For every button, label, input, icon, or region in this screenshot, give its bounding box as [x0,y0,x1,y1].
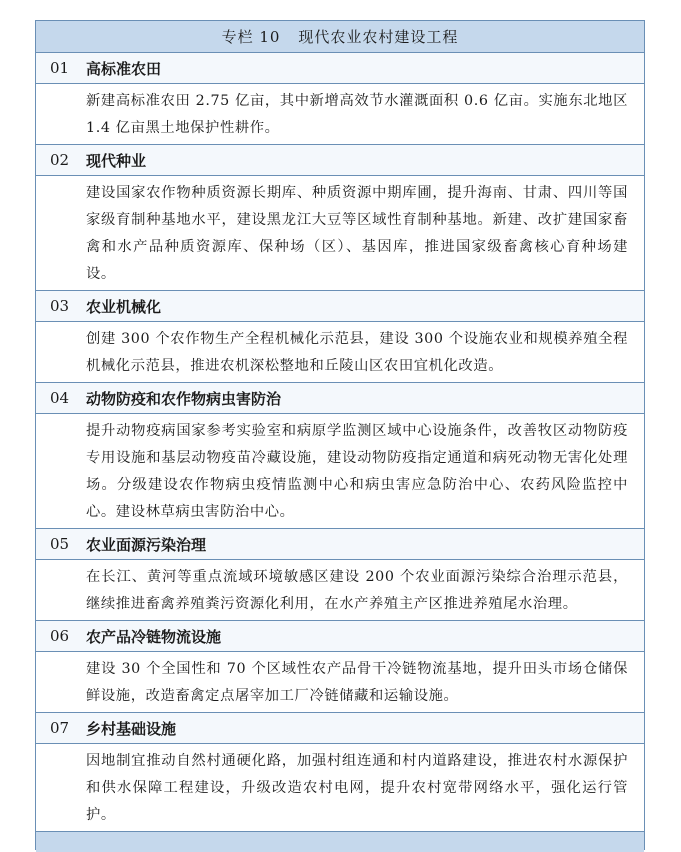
column-title: 现代农业农村建设工程 [298,28,459,46]
section-body: 创建 300 个农作物生产全程机械化示范县，建设 300 个设施农业和规模养殖全程机械化示范县，推进农机深松整地和丘陵山区农田宜机化改造。 [86,331,628,374]
section-index: 04 [50,389,70,407]
section-02 [36,145,644,291]
section-heading [36,53,644,84]
section-06 [36,621,644,713]
section-index: 02 [50,151,70,169]
section-heading [36,383,644,414]
section-05 [36,529,644,621]
section-index: 01 [50,59,70,77]
section-body: 新建高标准农田 2.75 亿亩，其中新增高效节水灌溉面积 0.6 亿亩。实施东北地区 1.4 亿亩黑土地保护性耕作。 [86,93,628,136]
column-number: 专栏 10 [221,28,281,46]
section-index: 06 [50,627,70,645]
next-section-edge [36,832,644,852]
section-body: 建设国家农作物种质资源长期库、种质资源中期库圃，提升海南、甘肃、四川等国家级育制种基地水平，建设黑龙江大豆等区域性育制种基地。新建、改扩建国家畜禽和水产品种质资源库、保种场（区）、基因库，推进国家级畜禽核心育种场建设。 [86,185,628,282]
section-index: 03 [50,297,70,315]
section-index: 05 [50,535,70,553]
section-04 [36,383,644,529]
section-body: 在长江、黄河等重点流域环境敏感区建设 200 个农业面源污染综合治理示范县，继续推进畜禽养殖粪污资源化利用，在水产养殖主产区推进养殖尾水治理。 [86,569,628,612]
section-01 [36,53,644,145]
section-title: 乡村基础设施 [86,719,177,738]
section-heading [36,529,644,560]
section-heading [36,145,644,176]
section-heading [36,621,644,652]
section-heading [36,291,644,322]
section-title: 农业面源污染治理 [86,535,207,554]
project-column-panel [35,20,645,850]
section-title: 高标准农田 [86,59,162,78]
section-title: 农产品冷链物流设施 [86,627,222,646]
section-body: 建设 30 个全国性和 70 个区域性农产品骨干冷链物流基地，提升田头市场仓储保鲜设施，改造畜禽定点屠宰加工厂冷链储藏和运输设施。 [86,661,628,704]
panel-header [36,21,644,53]
section-body: 提升动物疫病国家参考实验室和病原学监测区域中心设施条件，改善牧区动物防疫专用设施和基层动物疫苗冷藏设施，建设动物防疫指定通道和病死动物无害化处理场。分级建设农作物病虫疫情监测中心和病虫害应急防治中心、农药风险监控中心。建设林草病虫害防治中心。 [86,423,628,520]
section-07 [36,713,644,832]
section-03 [36,291,644,383]
section-index: 07 [50,719,70,737]
section-body: 因地制宜推动自然村通硬化路，加强村组连通和村内道路建设，推进农村水源保护和供水保障工程建设，升级改造农村电网，提升农村宽带网络水平，强化运行管护。 [86,753,628,823]
section-title: 农业机械化 [86,297,162,316]
section-heading [36,713,644,744]
section-title: 动物防疫和农作物病虫害防治 [86,389,282,408]
section-title: 现代种业 [86,151,147,170]
